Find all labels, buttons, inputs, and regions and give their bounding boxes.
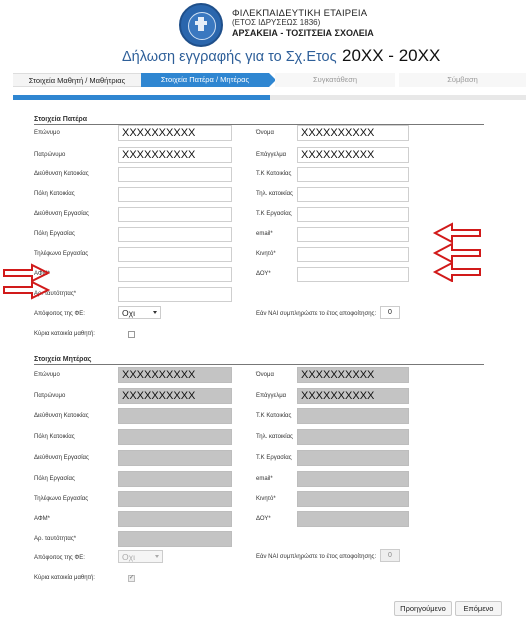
father-profession-label: Επάγγελμα (256, 152, 287, 158)
father-alumnus-value: Οχι (122, 308, 135, 318)
mother-email-input[interactable] (297, 471, 409, 487)
father-last-name-label: Επώνυμο (34, 130, 60, 136)
father-email-label: email* (256, 231, 273, 237)
step-parents[interactable]: Στοιχεία Πατέρα / Μητέρας (141, 73, 269, 87)
arrow-right-icon (4, 282, 48, 298)
father-home-city-label: Πόλη Κατοικίας (34, 191, 75, 197)
mother-home-city-input[interactable] (118, 429, 232, 445)
mother-work-phone-label: Τηλέφωνο Εργασίας (34, 496, 89, 502)
father-grad-year-label: Εάν ΝΑΙ συμπληρώστε το έτος αποφοίτησης: (256, 311, 377, 317)
step-student[interactable]: Στοιχεία Μαθητή / Μαθήτριας (13, 73, 141, 87)
school-year: 20XX - 20XX (342, 46, 441, 65)
mother-grad-year-input[interactable]: 0 (380, 549, 400, 562)
mother-alumnus-label: Απόφοιτος της ΦΕ: (34, 555, 85, 561)
father-mobile-input[interactable] (297, 247, 409, 262)
mother-first-name-label: Όνομα (256, 372, 274, 378)
father-id-number-input[interactable] (118, 287, 232, 302)
father-home-city-input[interactable] (118, 187, 232, 202)
previous-button[interactable]: Προηγούμενο (394, 601, 452, 616)
mother-last-name-label: Επώνυμο (34, 372, 60, 378)
mother-grad-year-label: Εάν ΝΑΙ συμπληρώστε το έτος αποφοίτησης: (256, 554, 377, 560)
mother-id-number-label: Αρ. ταυτότητας* (34, 536, 77, 542)
mother-section-title: Στοιχεία Μητέρας (34, 356, 92, 363)
father-alumnus-label: Απόφοιτος της ΦΕ: (34, 311, 85, 317)
mother-work-phone-input[interactable] (118, 491, 232, 507)
father-afm-label: ΑΦΜ* (34, 271, 50, 277)
father-work-address-label: Διεύθυνση Εργασίας (34, 211, 89, 217)
page-title: Δήλωση εγγραφής για το Σχ.Ετος (122, 49, 337, 65)
arrow-left-icon (435, 224, 480, 242)
father-main-residence-checkbox[interactable] (128, 331, 135, 338)
mother-first-name-input[interactable]: XXXXXXXXXX (297, 367, 409, 383)
annotation-arrows-right (432, 220, 482, 282)
father-home-zip-input[interactable] (297, 167, 409, 182)
mother-profession-label: Επάγγελμα (256, 393, 287, 399)
father-work-address-input[interactable] (118, 207, 232, 222)
father-profession-input[interactable]: XXXXXXXXXX (297, 147, 409, 163)
father-work-phone-input[interactable] (118, 247, 232, 262)
step-contract[interactable]: Σύμβαση (399, 73, 526, 87)
father-last-name-input[interactable]: XXXXXXXXXX (118, 125, 232, 141)
mother-work-city-input[interactable] (118, 471, 232, 487)
father-alumnus-select[interactable] (118, 306, 161, 319)
mother-alumnus-value: Οχι (122, 552, 135, 562)
father-id-number-label: Αρ. ταυτότητας* (34, 291, 77, 297)
annotation-arrows-left (2, 262, 50, 302)
arrow-right-icon (4, 265, 48, 281)
wizard-steps (13, 73, 526, 87)
mother-work-zip-label: Τ.Κ Εργασίας (256, 455, 292, 461)
chevron-down-icon (153, 311, 157, 314)
mother-fathers-name-label: Πατρώνυμο (34, 393, 66, 399)
mother-work-address-input[interactable] (118, 450, 232, 466)
father-afm-input[interactable] (118, 267, 232, 282)
father-home-phone-input[interactable] (297, 187, 409, 202)
mother-home-address-input[interactable] (118, 408, 232, 424)
mother-home-phone-input[interactable] (297, 429, 409, 445)
arrow-left-icon (435, 263, 480, 281)
next-button[interactable]: Επόμενο (455, 601, 502, 616)
mother-last-name-input[interactable]: XXXXXXXXXX (118, 367, 232, 383)
organization-seal-logo (179, 3, 223, 47)
father-main-residence-label: Κύρια κατοικία μαθητή: (34, 331, 95, 337)
father-home-phone-label: Τηλ. κατοικίας (256, 191, 293, 197)
mother-main-residence-checkbox[interactable]: ✓ (129, 575, 135, 581)
step-consent[interactable]: Συγκατάθεση (275, 73, 395, 87)
father-grad-year-input[interactable]: 0 (380, 306, 400, 319)
father-section-title: Στοιχεία Πατέρα (34, 116, 88, 123)
mother-home-address-label: Διεύθυνση Κατοικίας (34, 413, 89, 419)
org-name: ΦΙΛΕΚΠΑΙΔΕΥΤΙΚΗ ΕΤΑΙΡΕΙΑ (232, 8, 368, 19)
mother-email-label: email* (256, 476, 273, 482)
father-home-zip-label: Τ.Κ Κατοικίας (256, 171, 292, 177)
father-work-zip-input[interactable] (297, 207, 409, 222)
father-work-city-label: Πόλη Εργασίας (34, 231, 75, 237)
father-work-phone-label: Τηλέφωνο Εργασίας (34, 251, 89, 257)
mother-section-divider (34, 364, 484, 365)
father-fathers-name-label: Πατρώνυμο (34, 152, 66, 158)
mother-work-city-label: Πόλη Εργασίας (34, 476, 75, 482)
mother-afm-input[interactable] (118, 511, 232, 527)
arrow-left-icon (435, 244, 480, 262)
org-founded: (ΕΤΟΣ ΙΔΡΥΣΕΩΣ 1836) (232, 18, 321, 27)
org-schools: ΑΡΣΑΚΕΙΑ - ΤΟΣΙΤΣΕΙΑ ΣΧΟΛΕΙΑ (232, 28, 374, 38)
mother-home-phone-label: Τηλ. κατοικίας (256, 434, 293, 440)
father-first-name-input[interactable]: XXXXXXXXXX (297, 125, 409, 141)
mother-home-zip-input[interactable] (297, 408, 409, 424)
father-section-divider (34, 124, 484, 125)
father-doy-label: ΔΟΥ* (256, 271, 271, 277)
mother-id-number-input[interactable] (118, 531, 232, 547)
father-home-address-input[interactable] (118, 167, 232, 182)
father-doy-input[interactable] (297, 267, 409, 282)
father-mobile-label: Κινητό* (256, 251, 276, 257)
father-home-address-label: Διεύθυνση Κατοικίας (34, 171, 89, 177)
mother-mobile-label: Κινητό* (256, 496, 276, 502)
mother-doy-label: ΔΟΥ* (256, 516, 271, 522)
mother-mobile-input[interactable] (297, 491, 409, 507)
mother-fathers-name-input[interactable]: XXXXXXXXXX (118, 388, 232, 404)
father-fathers-name-input[interactable]: XXXXXXXXXX (118, 147, 232, 163)
mother-work-zip-input[interactable] (297, 450, 409, 466)
progress-bar (13, 95, 526, 100)
father-first-name-label: Όνομα (256, 130, 274, 136)
mother-work-address-label: Διεύθυνση Εργασίας (34, 455, 89, 461)
father-work-zip-label: Τ.Κ Εργασίας (256, 211, 292, 217)
father-email-input[interactable] (297, 227, 409, 242)
chevron-down-icon (155, 555, 159, 558)
mother-profession-input[interactable]: XXXXXXXXXX (297, 388, 409, 404)
mother-doy-input[interactable] (297, 511, 409, 527)
mother-afm-label: ΑΦΜ* (34, 516, 50, 522)
progress-fill (13, 95, 270, 100)
father-work-city-input[interactable] (118, 227, 232, 242)
mother-home-city-label: Πόλη Κατοικίας (34, 434, 75, 440)
mother-main-residence-label: Κύρια κατοικία μαθητή: (34, 575, 95, 581)
mother-home-zip-label: Τ.Κ Κατοικίας (256, 413, 292, 419)
mother-alumnus-select[interactable] (118, 550, 163, 563)
